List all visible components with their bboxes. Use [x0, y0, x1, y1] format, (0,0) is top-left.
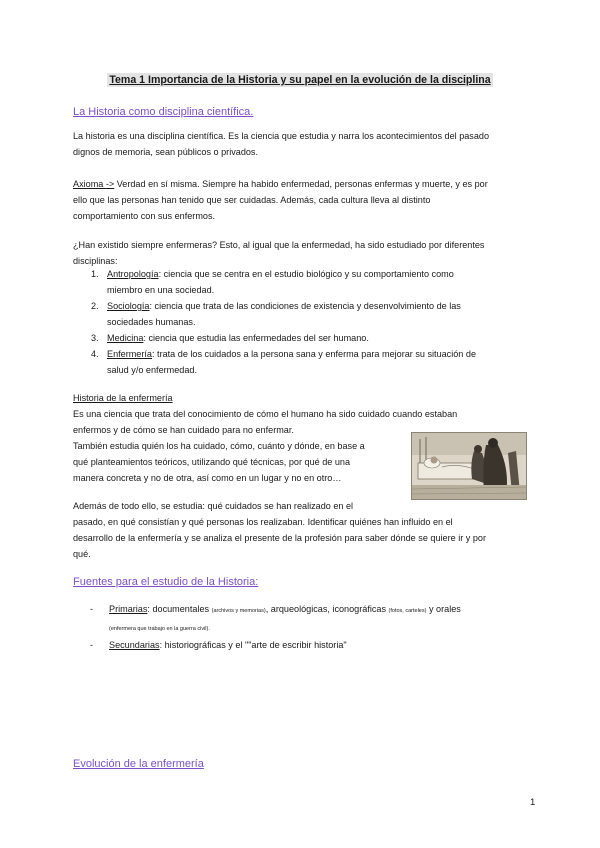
paragraph-line: pasado, en qué consistían y qué personas los realizaban. Identificar quiénes han influido en el	[73, 517, 453, 527]
axioma-line: comportamiento con sus enfermos.	[73, 211, 216, 221]
axioma-text: Verdad en sí misma. Siempre ha habido enfermedad, personas enfermas y muerte, y es por	[114, 179, 488, 189]
page-number: 1	[530, 797, 536, 808]
axioma-line	[73, 176, 533, 192]
list-number: 3.	[91, 333, 99, 343]
source-text: : historiográficas y el ""arte de escribir historia"	[159, 640, 347, 650]
source-note: (fotos, carteles)	[388, 608, 427, 614]
discipline-term: Medicina	[107, 333, 144, 343]
disciplines-list	[73, 266, 533, 378]
question-line: disciplinas:	[73, 256, 118, 266]
discipline-text: : ciencia que trata de las condiciones de existencia y desenvolvimiento de las	[149, 301, 461, 311]
list-item	[73, 601, 543, 637]
question-line: ¿Han existido siempre enfermeras? Esto, al igual que la enfermedad, ha sido estudiado por diferentes	[73, 240, 485, 250]
paragraph-line: Es una ciencia que trata del conocimiento de cómo el humano ha sido cuidado cuando estaban	[73, 409, 458, 419]
subsection-heading: Historia de la enfermería	[73, 393, 173, 403]
source-text: : documentales	[147, 604, 212, 614]
axioma-line: ello que las personas han tenido que ser cuidadas. Además, cada cultura lleva al distinto	[73, 195, 431, 205]
source-term: Secundarias	[109, 640, 160, 650]
source-text: y orales	[426, 604, 461, 614]
source-note: (archivos y memorias)	[211, 608, 266, 614]
discipline-text: : ciencia que estudia las enfermedades del ser humano.	[143, 333, 369, 343]
discipline-text: miembro en una sociedad.	[107, 285, 215, 295]
section-heading-historia-disciplina: La Historia como disciplina científica.	[73, 106, 254, 118]
list-item	[73, 266, 533, 298]
axioma-label: Axioma	[73, 179, 106, 189]
source-text: , arqueológicas, iconográficas	[265, 604, 389, 614]
list-number: 1.	[91, 269, 99, 279]
section-heading-evolucion: Evolución de la enfermería	[73, 758, 204, 770]
paragraph-line: También estudia quién los ha cuidado, cómo, cuánto y dónde, en base a	[73, 441, 365, 451]
paragraph-line: enfermos y de cómo se han cuidado para no enfermar.	[73, 425, 294, 435]
page-title-text: Tema 1 Importancia de la Historia y su papel en la evolución de la disciplina	[109, 74, 491, 86]
page-title	[0, 74, 600, 86]
discipline-term: Enfermería	[107, 349, 152, 359]
discipline-text: : trata de los cuidados a la persona sana y enferma para mejorar su situación de	[151, 349, 477, 359]
axioma-paragraph	[73, 176, 533, 224]
list-item	[73, 330, 533, 346]
nursing-scene-icon	[412, 433, 526, 499]
nursing-illustration	[411, 432, 527, 500]
list-dash: -	[90, 640, 94, 650]
intro-paragraph	[73, 128, 533, 160]
discipline-term: Sociología	[107, 301, 150, 311]
list-number: 4.	[91, 349, 99, 359]
discipline-text: sociedades humanas.	[107, 317, 196, 327]
source-text: .	[208, 626, 210, 632]
sources-list	[73, 601, 543, 653]
source-term: Primarias	[109, 604, 148, 614]
discipline-text: : ciencia que se centra en el estudio biológico y su comportamiento como	[158, 269, 454, 279]
axioma-arrow: ->	[105, 179, 115, 189]
section-heading-fuentes: Fuentes para el estudio de la Historia:	[73, 576, 259, 588]
discipline-text: salud y/o enfermedad.	[107, 365, 197, 375]
list-item	[73, 346, 533, 378]
list-item	[73, 298, 533, 330]
intro-line: dignos de memoria, sean públicos o privados.	[73, 147, 259, 157]
paragraph-line: qué.	[73, 549, 91, 559]
paragraph-line: Además de todo ello, se estudia: qué cuidados se han realizado en el	[73, 501, 354, 511]
list-item	[73, 637, 543, 653]
paragraph-line: qué planteamientos teóricos, utilizando qué técnicas, por qué de una	[73, 457, 351, 467]
discipline-term: Antropología	[107, 269, 159, 279]
axioma-term	[73, 179, 114, 189]
source-note: (enfermera que trabajo en la guerra civil)	[109, 626, 209, 632]
paragraph-line: manera concreta y no de otra, así como en un lugar y no en otro…	[73, 473, 342, 483]
intro-line: La historia es una disciplina científica. Es la ciencia que estudia y narra los acontecimientos del pasado	[73, 131, 490, 141]
paragraph-line: desarrollo de la enfermería y se analiza el presente de la profesión para saber dónde se quiere ir y por	[73, 533, 486, 543]
list-number: 2.	[91, 301, 99, 311]
list-dash: -	[90, 604, 94, 614]
question-paragraph	[73, 237, 533, 269]
